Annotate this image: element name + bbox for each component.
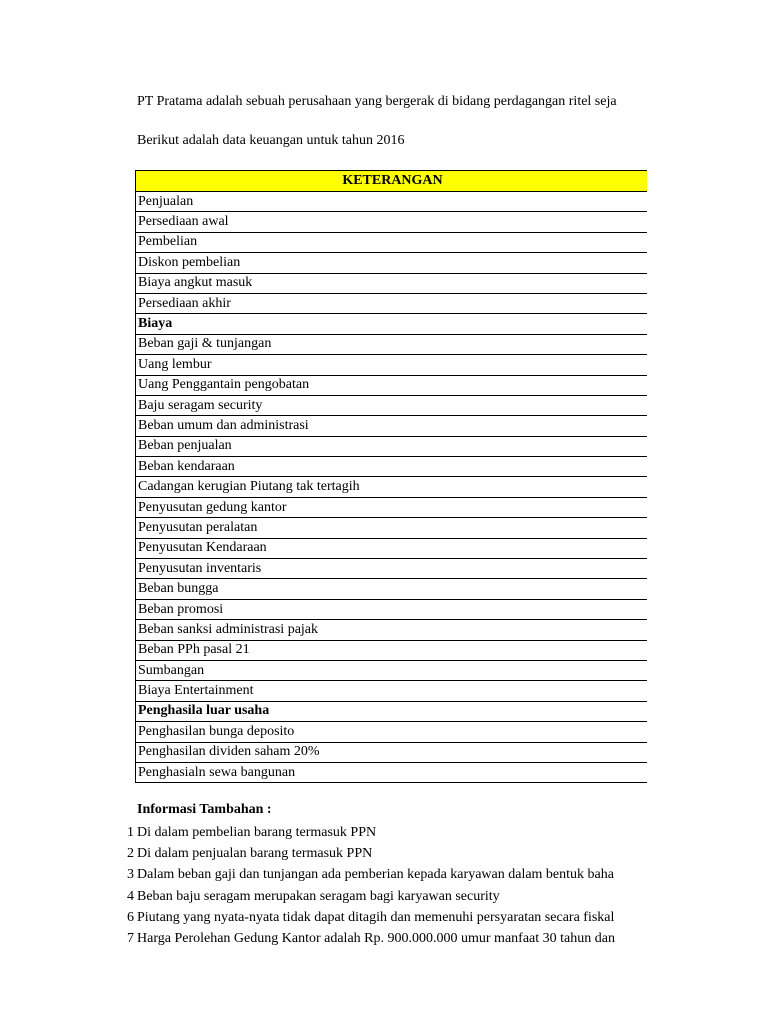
table-header-cell[interactable]: KETERANGAN xyxy=(136,171,648,192)
table-cell[interactable]: Beban umum dan administrasi xyxy=(136,416,648,436)
info-item-text: Piutang yang nyata-nyata tidak dapat ditagih dan memenuhi persyaratan secara fiskal xyxy=(137,909,615,925)
table-cell[interactable]: Penyusutan inventaris xyxy=(136,559,648,579)
table-row xyxy=(136,559,648,579)
table-cell[interactable]: Beban promosi xyxy=(136,599,648,619)
table-row xyxy=(136,599,648,619)
table-row xyxy=(136,660,648,680)
table-cell[interactable]: Penyusutan gedung kantor xyxy=(136,497,648,517)
info-list-item xyxy=(118,822,615,843)
table-row xyxy=(136,334,648,354)
info-list-item xyxy=(118,928,615,949)
info-item-number: 1 xyxy=(127,825,134,840)
info-list-item xyxy=(118,843,615,864)
info-list xyxy=(118,822,615,949)
table-row xyxy=(136,395,648,415)
info-list-item xyxy=(118,864,615,885)
table-row xyxy=(136,436,648,456)
table-row xyxy=(136,701,648,721)
info-item-text: Harga Perolehan Gedung Kantor adalah Rp. 900.000.000 umur manfaat 30 tahun dan xyxy=(137,930,615,946)
table-row xyxy=(136,416,648,436)
info-item-text: Di dalam penjualan barang termasuk PPN xyxy=(137,846,373,862)
table-row xyxy=(136,681,648,701)
table-row xyxy=(136,355,648,375)
table-cell[interactable]: Persediaan awal xyxy=(136,212,648,232)
table-cell[interactable]: Penjualan xyxy=(136,192,648,212)
table-row xyxy=(136,293,648,313)
info-item-text: Beban baju seragam merupakan seragam bagi karyawan security xyxy=(137,888,500,904)
info-item-number: 3 xyxy=(127,867,134,883)
table-row xyxy=(136,273,648,293)
table-row xyxy=(136,518,648,538)
table-cell[interactable]: Beban sanksi administrasi pajak xyxy=(136,620,648,640)
table-row xyxy=(136,497,648,517)
table-row xyxy=(136,620,648,640)
table-cell[interactable]: Penghasilan bunga deposito xyxy=(136,722,648,742)
table-cell[interactable]: Beban kendaraan xyxy=(136,457,648,477)
table-row xyxy=(136,538,648,558)
info-item-text: Dalam beban gaji dan tunjangan ada pemberian kepada karyawan dalam bentuk baha xyxy=(137,867,614,883)
table-cell[interactable]: Biaya Entertainment xyxy=(136,681,648,701)
table-cell[interactable]: Biaya xyxy=(136,314,648,334)
table-cell[interactable]: Beban penjualan xyxy=(136,436,648,456)
table-row xyxy=(136,232,648,252)
intro-text: PT Pratama adalah sebuah perusahaan yang bergerak di bidang perdagangan ritel seja xyxy=(137,94,617,109)
table-cell[interactable]: Uang lembur xyxy=(136,355,648,375)
table-header-row xyxy=(136,171,648,192)
info-item-text: Di dalam pembelian barang termasuk PPN xyxy=(137,825,377,840)
table-cell[interactable]: Beban PPh pasal 21 xyxy=(136,640,648,660)
financial-data-table xyxy=(135,170,647,783)
table-row xyxy=(136,192,648,212)
table-row xyxy=(136,314,648,334)
table-cell[interactable]: Diskon pembelian xyxy=(136,253,648,273)
table-cell[interactable]: Baju seragam security xyxy=(136,395,648,415)
table-cell[interactable]: Uang Penggantain pengobatan xyxy=(136,375,648,395)
table-cell[interactable]: Penyusutan Kendaraan xyxy=(136,538,648,558)
table-cell[interactable]: Penyusutan peralatan xyxy=(136,518,648,538)
table-row xyxy=(136,762,648,782)
table-cell[interactable]: Penghasilan dividen saham 20% xyxy=(136,742,648,762)
table-row xyxy=(136,477,648,497)
table-row xyxy=(136,253,648,273)
subtitle-text: Berikut adalah data keuangan untuk tahun 2016 xyxy=(137,133,405,148)
table-row xyxy=(136,640,648,660)
info-list-item xyxy=(118,907,615,928)
table-row xyxy=(136,375,648,395)
table-cell[interactable]: Sumbangan xyxy=(136,660,648,680)
table-cell[interactable]: Beban gaji & tunjangan xyxy=(136,334,648,354)
info-item-number: 2 xyxy=(127,846,134,862)
table-row xyxy=(136,212,648,232)
table-cell[interactable]: Beban bungga xyxy=(136,579,648,599)
table-cell[interactable]: Penghasila luar usaha xyxy=(136,701,648,721)
info-title: Informasi Tambahan : xyxy=(137,802,272,817)
table-row xyxy=(136,457,648,477)
info-item-number: 4 xyxy=(127,888,134,904)
table-row xyxy=(136,722,648,742)
info-item-number: 7 xyxy=(127,930,134,946)
table-row xyxy=(136,742,648,762)
table-cell[interactable]: Cadangan kerugian Piutang tak tertagih xyxy=(136,477,648,497)
table-cell[interactable]: Penghasialn sewa bangunan xyxy=(136,762,648,782)
table-cell[interactable]: Persediaan akhir xyxy=(136,293,648,313)
info-list-item xyxy=(118,886,615,907)
table-cell[interactable]: Pembelian xyxy=(136,232,648,252)
table-cell[interactable]: Biaya angkut masuk xyxy=(136,273,648,293)
info-item-number: 6 xyxy=(127,909,134,925)
table-row xyxy=(136,579,648,599)
